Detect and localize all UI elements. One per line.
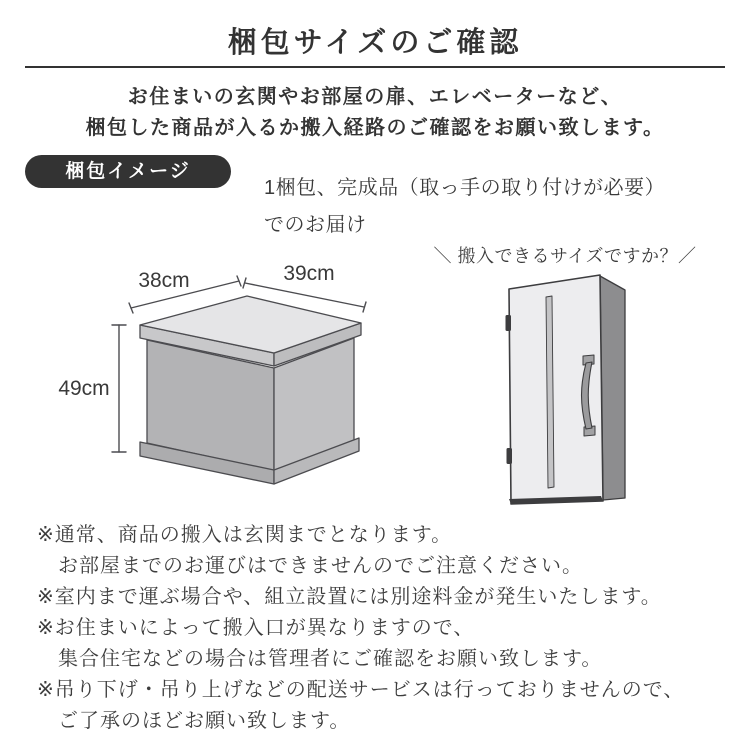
door-panel [509,275,603,504]
box-height-label: 49cm [58,377,110,400]
note-line: ※吊り下げ・吊り上げなどの配送サービスは行っておりませんので、 [37,679,685,701]
box-body-side-face [274,338,354,471]
box-illustration [140,296,361,484]
notes-section [37,520,737,737]
subtitle-line-2: 梱包した商品が入るか搬入経路のご確認をお願い致します。 [85,117,665,139]
subtitle [0,82,750,144]
dimension-tick [363,302,366,312]
note-line: ※室内まで運ぶ場合や、組立設置には別途料金が発生いたします。 [37,586,662,608]
packing-image-badge [25,155,231,188]
note-line: お部屋までのお運びはできませんのでご注意ください。 [37,555,583,577]
note-line: ご了承のほどお願い致します。 [37,710,351,732]
dimension-line-39 [245,283,364,307]
note-line: ※通常、商品の搬入は玄関までとなります。 [37,524,453,546]
box-bottom-band-side [274,438,359,484]
box-lid-side [274,323,361,366]
dimension-tick [243,278,246,288]
door-illustration [506,275,626,504]
title-divider [25,66,725,68]
door-caption: ＼ 搬入できるサイズですか？／ [433,246,697,266]
door-handle-bottom-mount [584,426,595,436]
door-hinge-top [506,315,512,331]
note-line: ※お住まいによって搬入口が異なりますので、 [37,617,475,639]
dimension-tick [237,276,241,286]
door-bottom-edge [509,496,603,504]
dimension-line-38 [131,281,239,308]
box-width-label: 38cm [138,269,190,292]
dimension-tick [129,303,133,313]
note-line: 集合住宅などの場合は管理者にご確認をお願い致します。 [37,648,603,670]
door-groove-stripe [546,296,554,488]
delivery-line-2: でのお届け [264,214,367,236]
page-title: 梱包サイズのご確認 [227,27,523,59]
subtitle-line-1: お住まいの玄関やお部屋の扉、エレベーターなど、 [127,86,623,108]
box-bottom-band-front [140,442,274,484]
door-hinge-bottom [507,448,513,464]
delivery-description [264,170,734,244]
door-handle-bar [582,362,593,429]
box-top-face [140,296,361,353]
delivery-line-1: 1梱包、完成品（取っ手の取り付けが必要） [264,177,666,199]
packing-image-badge-label: 梱包イメージ [65,161,191,182]
box-body-front-face [147,340,274,471]
box-lid-front [140,325,274,366]
box-depth-label: 39cm [283,262,335,285]
door-frame [600,276,625,500]
door-handle-top-mount [583,355,594,365]
box-dimension-lines [112,276,366,452]
